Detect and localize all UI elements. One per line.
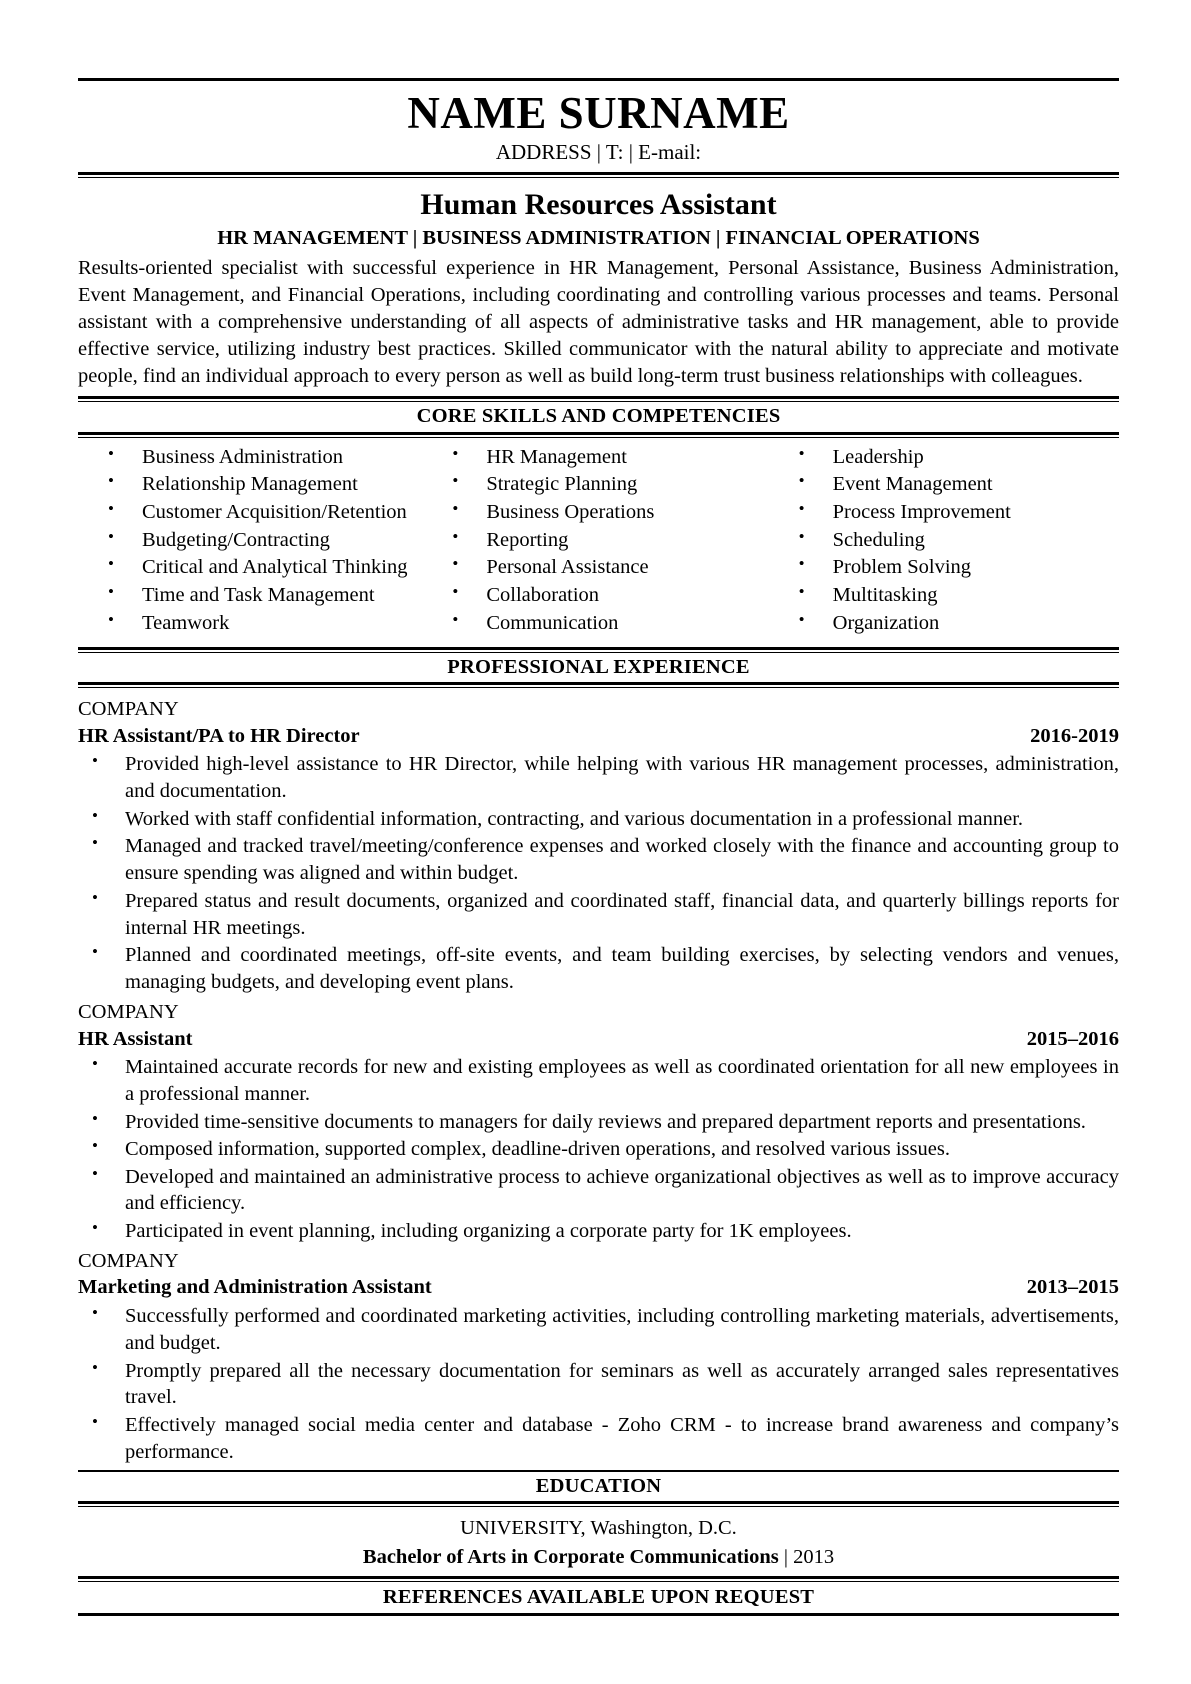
list-item: [78, 806, 1119, 833]
skill-label: Reporting: [486, 528, 569, 551]
skill-label: Problem Solving: [832, 556, 972, 579]
experience-entry-header: [78, 1275, 1119, 1301]
bullet-icon: •: [108, 443, 114, 463]
bullet-icon: •: [452, 499, 459, 519]
skills-column-1: [78, 445, 428, 639]
header-top-rule: [78, 78, 1119, 81]
bullet-icon: •: [452, 554, 459, 574]
skill-label: Personal Assistance: [486, 556, 649, 579]
employment-dates: 2013–2015: [1026, 1276, 1119, 1299]
skill-label: Budgeting/Contracting: [142, 528, 330, 551]
skills-column-2: [428, 445, 772, 639]
header-bottom-rule: [78, 172, 1119, 178]
skill-item: [787, 472, 1119, 496]
list-item: [78, 1136, 1119, 1163]
skill-item: [787, 445, 1119, 469]
skill-label: Customer Acquisition/Retention: [142, 501, 407, 524]
resume-sheet: [78, 78, 1119, 1616]
responsibility-text: Successfully performed and coordinated marketing activities, including controlling marketing materials, advertisements, and budget.: [125, 1305, 1119, 1355]
target-job-title: Human Resources Assistant: [420, 187, 777, 221]
bullet-icon: •: [92, 805, 98, 825]
skill-label: Communication: [486, 611, 619, 634]
bullet-icon: •: [92, 1357, 98, 1377]
skill-label: Time and Task Management: [142, 584, 375, 607]
specialties-line: HR MANAGEMENT | BUSINESS ADMINISTRATION | FINANCIAL OPERATIONS: [217, 227, 980, 250]
degree-line: [78, 1544, 1119, 1571]
experience-list: [78, 688, 1119, 1466]
list-item: [78, 751, 1119, 805]
bullet-icon: •: [92, 942, 98, 962]
employer-name: COMPANY: [78, 1000, 179, 1023]
skill-label: Organization: [832, 611, 940, 634]
skill-item: [440, 472, 772, 496]
references-bottom-rule: [78, 1613, 1119, 1616]
responsibility-text: Maintained accurate records for new and existing employees as well as coordinated orientation for all new employees in a professional manner.: [125, 1056, 1119, 1106]
employment-dates: 2016-2019: [1030, 724, 1119, 747]
section-heading-experience: PROFESSIONAL EXPERIENCE: [447, 655, 750, 678]
references-note: REFERENCES AVAILABLE UPON REQUEST: [382, 1585, 815, 1608]
bullet-icon: •: [108, 526, 114, 546]
skills-columns: [78, 438, 1119, 643]
skill-item: [440, 583, 772, 607]
skill-label: HR Management: [486, 445, 627, 468]
list-item: [78, 1054, 1119, 1108]
responsibility-text: Developed and maintained an administrative process to achieve organizational objectives as well as to improve accuracy and efficiency.: [125, 1165, 1119, 1215]
skill-item: [96, 445, 428, 469]
skill-item: [96, 611, 428, 635]
experience-section: [78, 647, 1119, 1466]
bullet-icon: •: [92, 833, 98, 853]
responsibility-text: Composed information, supported complex, deadline-driven operations, and resolved various issues.: [125, 1138, 950, 1161]
skill-label: Leadership: [832, 445, 924, 468]
bullet-icon: •: [108, 582, 114, 602]
bullet-icon: •: [798, 582, 805, 602]
skill-item: [787, 555, 1119, 579]
bullet-icon: •: [798, 471, 805, 491]
experience-entry: [78, 1000, 1119, 1245]
responsibility-text: Promptly prepared all the necessary documentation for seminars as well as accurately arranged sales representatives travel.: [125, 1359, 1119, 1409]
skill-item: [440, 445, 772, 469]
responsibility-list: [78, 1054, 1119, 1245]
contact-line: ADDRESS | T: | E-mail:: [495, 139, 702, 164]
bullet-icon: •: [92, 1054, 98, 1074]
skill-item: [96, 528, 428, 552]
bullet-icon: •: [452, 609, 459, 629]
skill-item: [96, 555, 428, 579]
list-item: [78, 888, 1119, 942]
bullet-icon: •: [92, 1163, 98, 1183]
list-item: [78, 942, 1119, 996]
employer-name: COMPANY: [78, 698, 179, 721]
bullet-icon: •: [798, 554, 805, 574]
degree-year-separator: |: [778, 1546, 794, 1569]
employment-dates: 2015–2016: [1026, 1027, 1119, 1050]
list-item: [78, 1164, 1119, 1218]
bullet-icon: •: [452, 443, 459, 463]
bullet-icon: •: [108, 609, 114, 629]
responsibility-text: Managed and tracked travel/meeting/conference expenses and worked closely with the finance and accounting group to ensure spending was aligned and within budget.: [125, 835, 1119, 885]
bullet-icon: •: [92, 1217, 98, 1237]
responsibility-text: Worked with staff confidential information, contracting, and various documentation in a professional manner.: [125, 807, 1024, 830]
section-heading-education: EDUCATION: [535, 1474, 662, 1497]
position-title: Marketing and Administration Assistant: [78, 1276, 432, 1299]
skill-item: [96, 472, 428, 496]
bullet-icon: •: [92, 1411, 98, 1431]
list-item: [78, 1412, 1119, 1466]
list-item: [78, 833, 1119, 887]
skill-label: Multitasking: [832, 584, 938, 607]
education-entry: [78, 1507, 1119, 1575]
bullet-icon: •: [92, 1136, 98, 1156]
skill-label: Strategic Planning: [486, 473, 638, 496]
list-item: [78, 1218, 1119, 1245]
skill-label: Critical and Analytical Thinking: [142, 556, 408, 579]
bullet-icon: •: [798, 443, 805, 463]
responsibility-text: Participated in event planning, including organizing a corporate party for 1K employees.: [125, 1219, 852, 1242]
list-item: [78, 1358, 1119, 1412]
graduation-year: 2013: [793, 1546, 835, 1569]
skill-item: [440, 500, 772, 524]
bullet-icon: •: [452, 471, 459, 491]
section-heading-skills: CORE SKILLS AND COMPETENCIES: [416, 405, 781, 428]
skill-item: [440, 528, 772, 552]
skill-item: [440, 611, 772, 635]
bullet-icon: •: [798, 526, 805, 546]
skill-item: [96, 500, 428, 524]
bullet-icon: •: [798, 609, 805, 629]
page-title: NAME SURNAME: [407, 88, 790, 138]
skill-label: Business Administration: [142, 445, 344, 468]
bullet-icon: •: [108, 554, 114, 574]
bullet-icon: •: [108, 471, 114, 491]
responsibility-list: [78, 1303, 1119, 1466]
professional-summary: Results-oriented specialist with successful experience in HR Management, Personal Assistance, Business Administration, Event Management, and Financial Operations, including coordinating and controlling various processes and teams. Personal assistant with a comprehensive understanding of all aspects of administrative tasks and HR management, able to provide effective service, utilizing industry best practices. Skilled communicator with the natural ability to appreciate and motivate people, find an individual approach to every person as well as build long-term trust business relationships with colleagues.: [78, 256, 1119, 388]
responsibility-list: [78, 751, 1119, 996]
list-item: [78, 1109, 1119, 1136]
responsibility-text: Effectively managed social media center and database - Zoho CRM - to increase brand awareness and company’s performance.: [125, 1413, 1119, 1463]
employer-name: COMPANY: [78, 1249, 179, 1272]
skill-label: Relationship Management: [142, 473, 358, 496]
skill-item: [787, 583, 1119, 607]
bullet-icon: •: [92, 1108, 98, 1128]
skill-item: [787, 611, 1119, 635]
skill-label: Process Improvement: [832, 501, 1011, 524]
position-title: HR Assistant/PA to HR Director: [78, 724, 360, 747]
skill-item: [787, 528, 1119, 552]
skill-label: Collaboration: [486, 584, 600, 607]
skill-item: [96, 583, 428, 607]
experience-entry: [78, 1249, 1119, 1466]
bullet-icon: •: [92, 751, 98, 771]
skill-label: Business Operations: [486, 501, 655, 524]
bullet-icon: •: [452, 526, 459, 546]
skill-item: [440, 555, 772, 579]
list-item: [78, 1303, 1119, 1357]
responsibility-text: Prepared status and result documents, organized and coordinated staff, financial data, and quarterly billings reports for internal HR meetings.: [125, 889, 1119, 939]
experience-entry: [78, 697, 1119, 996]
skill-label: Scheduling: [832, 528, 925, 551]
skill-item: [787, 500, 1119, 524]
skills-section: [78, 396, 1119, 642]
responsibility-text: Provided high-level assistance to HR Director, while helping with various HR management processes, administration, and documentation.: [125, 753, 1119, 803]
bullet-icon: •: [108, 499, 114, 519]
position-title: HR Assistant: [78, 1027, 193, 1050]
bullet-icon: •: [452, 582, 459, 602]
school-name: UNIVERSITY, Washington, D.C.: [460, 1517, 737, 1540]
responsibility-text: Planned and coordinated meetings, off-site events, and team building exercises, by selecting vendors and venues, managing budgets, and developing event plans.: [125, 944, 1119, 993]
experience-entry-header: [78, 1027, 1119, 1053]
skill-label: Teamwork: [142, 611, 230, 634]
degree-name: Bachelor of Arts in Corporate Communications: [362, 1546, 779, 1569]
bullet-icon: •: [92, 887, 98, 907]
bullet-icon: •: [92, 1303, 98, 1323]
skill-label: Event Management: [832, 473, 993, 496]
experience-entry-header: [78, 724, 1119, 750]
responsibility-text: Provided time-sensitive documents to managers for daily reviews and prepared department reports and presentations.: [125, 1110, 1086, 1133]
bullet-icon: •: [798, 499, 805, 519]
education-section: [78, 1470, 1119, 1616]
skills-column-3: [773, 445, 1119, 639]
